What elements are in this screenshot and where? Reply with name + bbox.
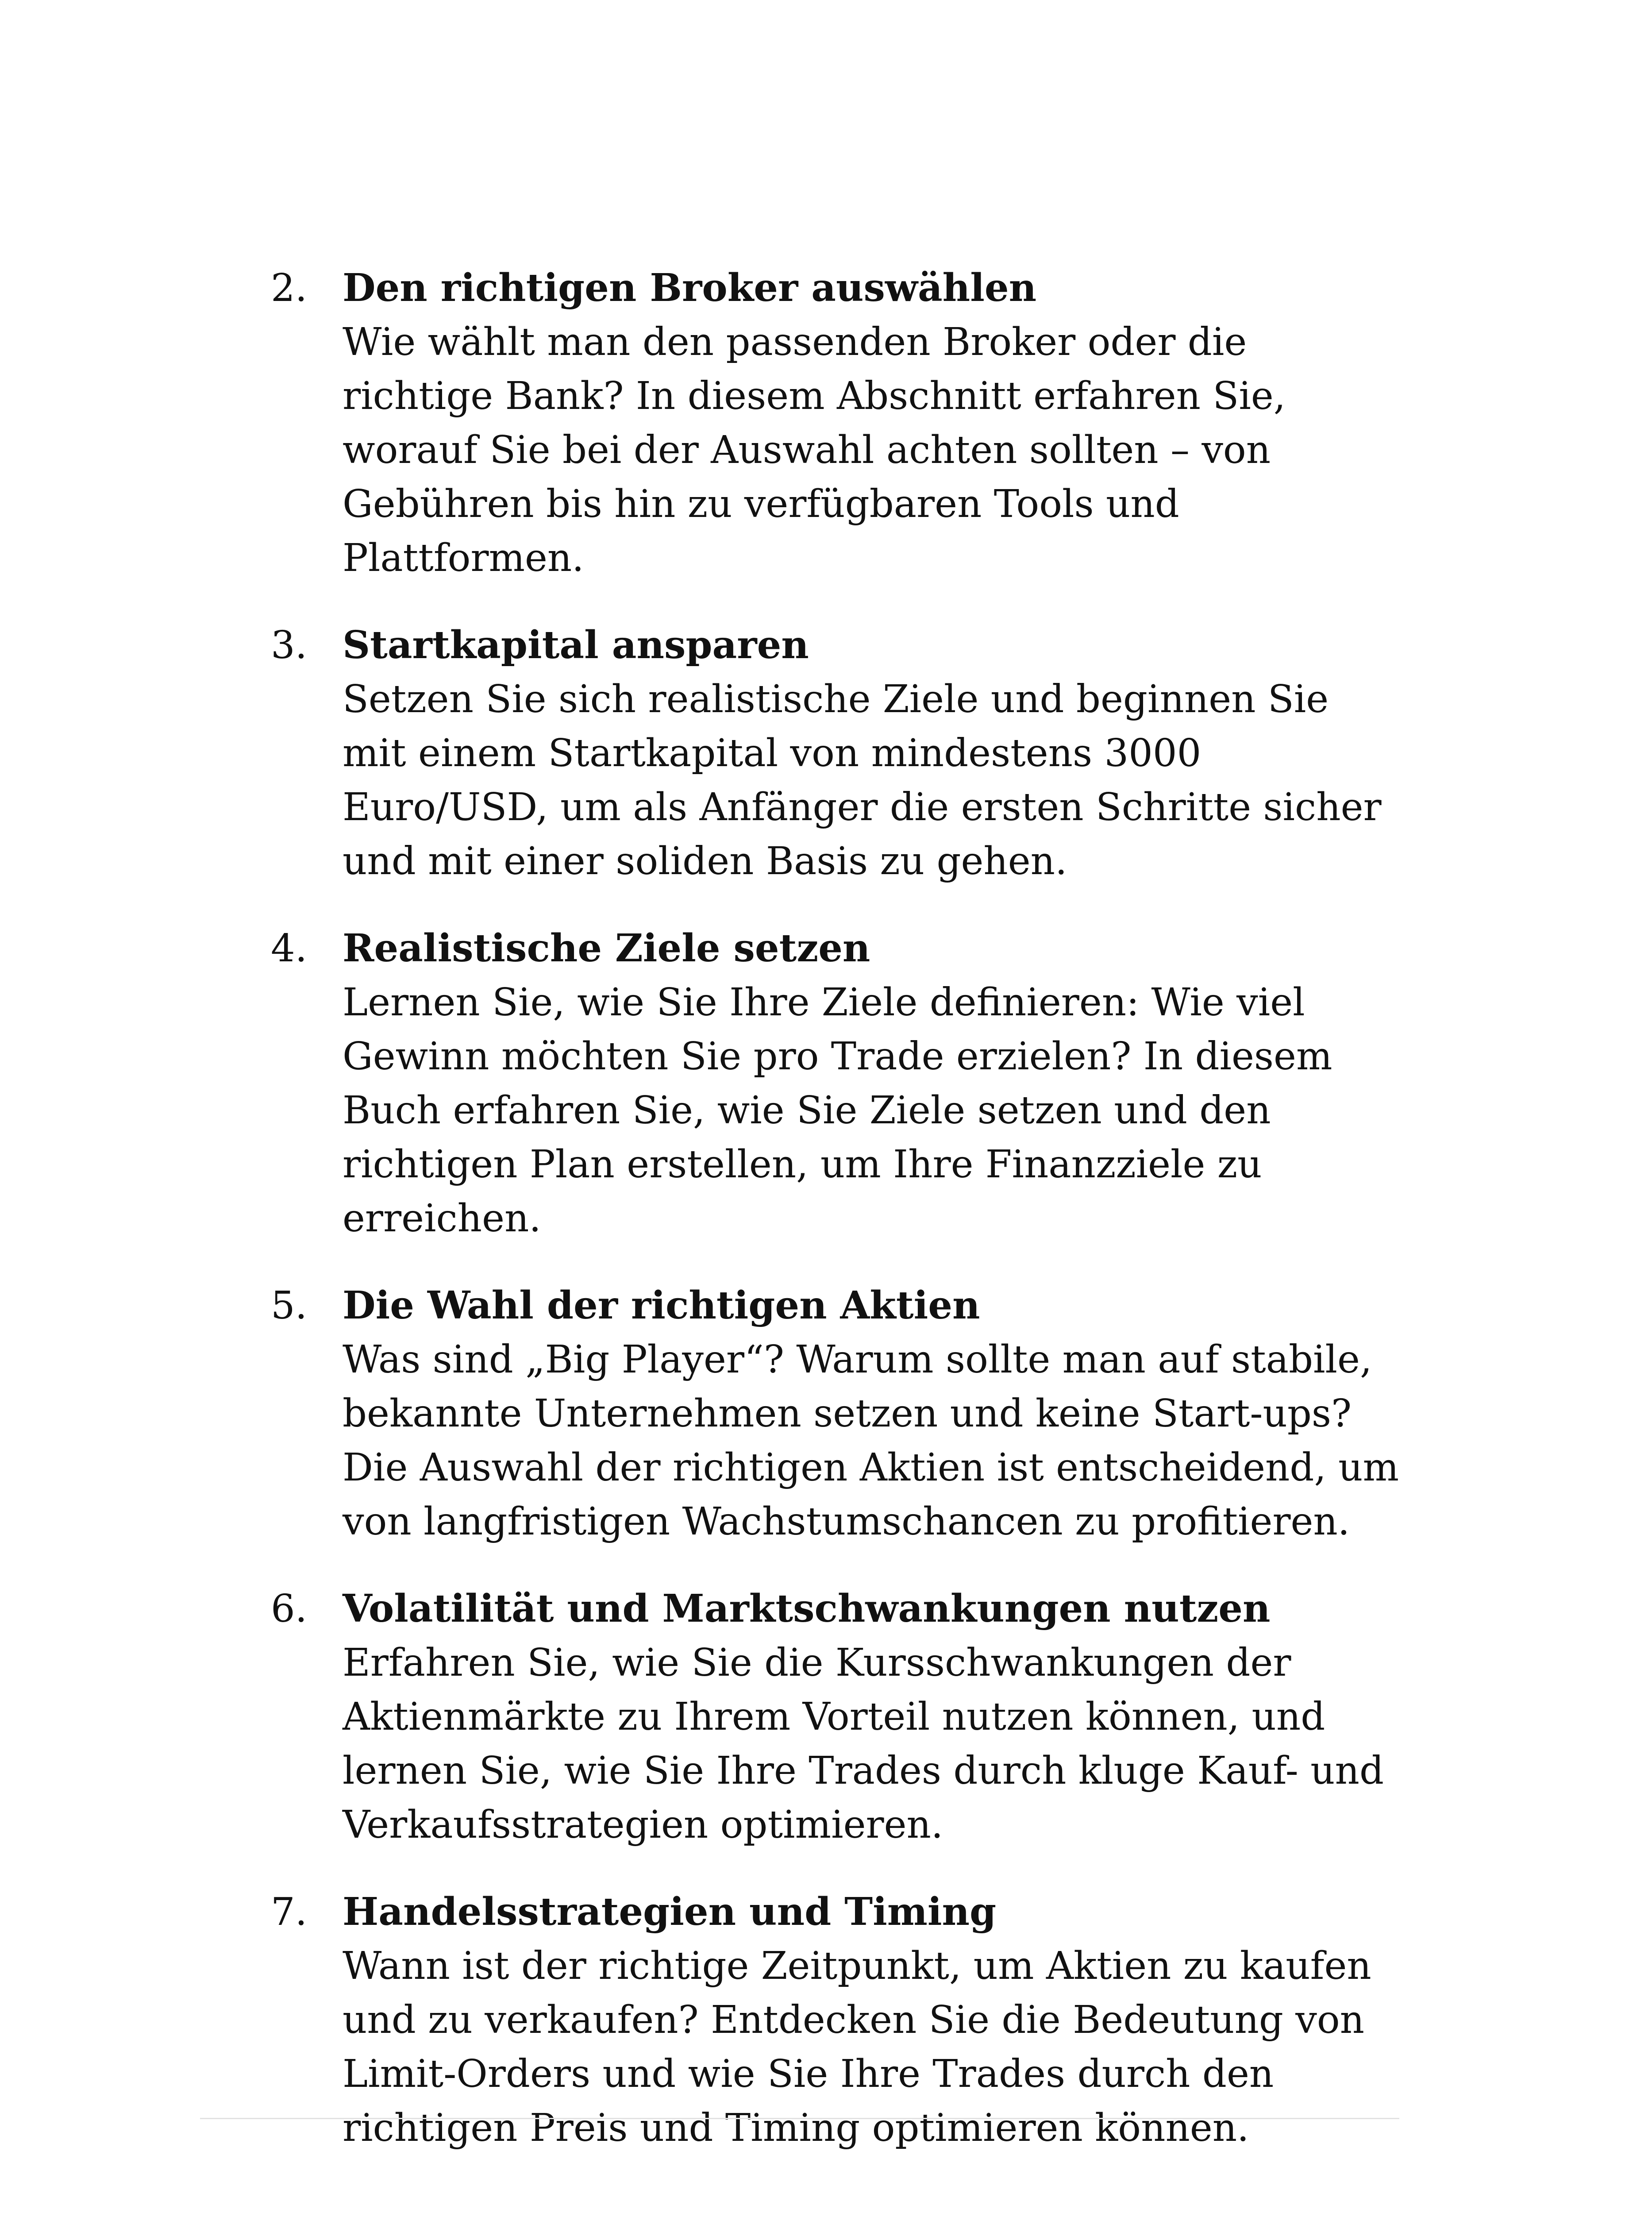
list-item xyxy=(271,1279,1404,1549)
list-item-number: 6. xyxy=(271,1587,308,1631)
list-item-number: 3. xyxy=(271,623,308,667)
numbered-list xyxy=(271,261,1404,2188)
list-item-text: Lernen Sie, wie Sie Ihre Ziele definieren: Wie viel Gewinn möchten Sie pro Trade erzielen? In diesem Buch erfahren Sie, wie Sie Ziele setzen und den richtigen Plan erstellen, um Ihre Finanzziele zu erreichen. xyxy=(343,980,1332,1241)
list-item-number: 5. xyxy=(271,1284,308,1328)
list-item-text: Erfahren Sie, wie Sie die Kursschwankungen der Aktienmärkte zu Ihrem Vorteil nutzen können, und lernen Sie, wie Sie Ihre Trades durch kluge Kauf- und Verkaufsstrategien optimieren. xyxy=(343,1641,1384,1847)
list-item-number: 4. xyxy=(271,926,308,971)
list-item-title: Handelsstrategien und Timing xyxy=(343,1889,997,1934)
list-item-number: 7. xyxy=(271,1890,308,1934)
list-item xyxy=(271,618,1404,888)
list-item xyxy=(271,261,1404,585)
list-item xyxy=(271,921,1404,1245)
list-item-text: Setzen Sie sich realistische Ziele und beginnen Sie mit einem Startkapital von mindestens 3000 Euro/USD, um als Anfänger die ersten Schritte sicher und mit einer soliden Basis zu gehen. xyxy=(343,677,1382,883)
footer-divider xyxy=(200,2118,1399,2119)
list-item-title: Realistische Ziele setzen xyxy=(343,926,870,971)
list-item-title: Startkapital ansparen xyxy=(343,623,809,667)
list-item-title: Die Wahl der richtigen Aktien xyxy=(343,1283,980,1328)
list-item-text: Wann ist der richtige Zeitpunkt, um Aktien zu kaufen und zu verkaufen? Entdecken Sie die Bedeutung von Limit-Orders und wie Sie Ihre Trades durch den richtigen Preis und Timing optimieren können. xyxy=(343,1944,1371,2150)
list-item xyxy=(271,1885,1404,2155)
list-item-text: Was sind „Big Player“? Warum sollte man auf stabile, bekannte Unternehmen setzen und keine Start-ups? Die Auswahl der richtigen Aktien ist entscheidend, um von langfristigen Wachstumschancen zu profitieren. xyxy=(343,1338,1399,1544)
list-item-title: Den richtigen Broker auswählen xyxy=(343,266,1037,310)
list-item-title: Volatilität und Marktschwankungen nutzen xyxy=(343,1586,1271,1631)
list-item xyxy=(271,1582,1404,1852)
list-item-text: Wie wählt man den passenden Broker oder die richtige Bank? In diesem Abschnitt erfahren Sie, worauf Sie bei der Auswahl achten sollten – von Gebühren bis hin zu verfügbaren Tools und Plattformen. xyxy=(343,320,1286,580)
list-item-number: 2. xyxy=(271,266,308,310)
